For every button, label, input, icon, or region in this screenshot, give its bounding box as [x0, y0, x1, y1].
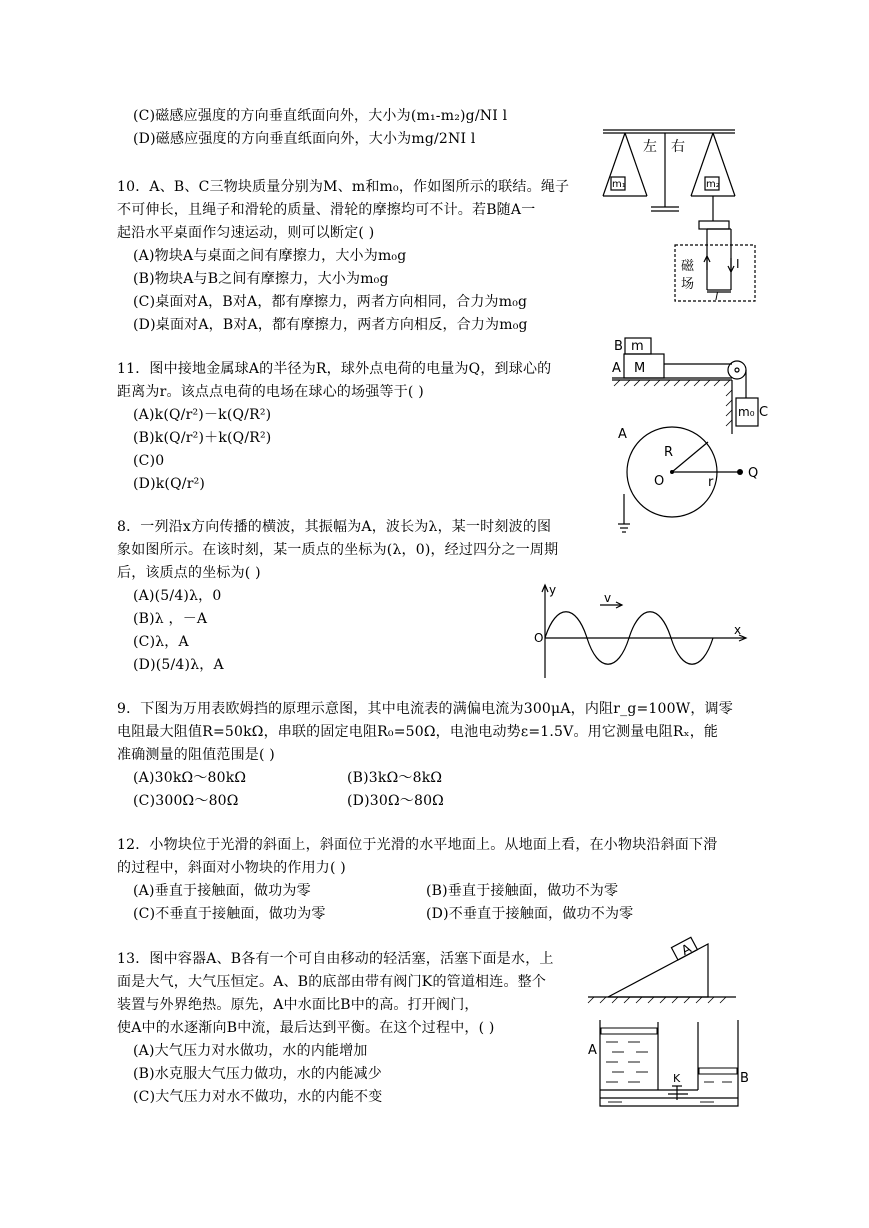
valve-k-label: K	[673, 1072, 681, 1085]
container-b-label: B	[740, 1071, 749, 1086]
q12-option-a: (A)垂直于接触面，做功为零	[133, 883, 311, 899]
q10-option-b: (B)物块A与B之间有摩擦力，大小为m₀g	[133, 271, 389, 287]
q10-option-a: (A)物块A与桌面之间有摩擦力，大小为m₀g	[133, 248, 407, 264]
magnetic-field-label-1: 磁	[681, 259, 695, 274]
q10-option-d: (D)桌面对A，B对A，都有摩擦力，两者方向相反，合力为m₀g	[133, 317, 528, 333]
q8-option-a: (A)(5/4)λ，0	[133, 588, 222, 604]
q8-stem-line1: 8．一列沿x方向传播的横波，其振幅为A，波长为λ，某一时刻波的图	[117, 519, 552, 535]
q13-stem-line1: 13．图中容器A、B各有一个可自由移动的轻活塞，活塞下面是水，上	[117, 951, 554, 967]
q11-option-c: (C)0	[133, 453, 165, 469]
q13-option-b: (B)水克服大气压力做功，水的内能减少	[133, 1066, 383, 1082]
q9-option-b: (B)3kΩ～8kΩ	[347, 770, 443, 786]
q10-option-c: (C)桌面对A，B对A，都有摩擦力，两者方向相同，合力为m₀g	[133, 294, 528, 310]
container-a-label: A	[588, 1043, 597, 1058]
wave-velocity-label: v	[604, 591, 612, 605]
q9-stem-line2: 电阻最大阻值R=50kΩ，串联的固定电阻R₀=50Ω，电池电动势ε=1.5V。用它测量电阻Rₓ，能	[117, 724, 719, 740]
q12-option-b: (B)垂直于接触面，做功不为零	[426, 883, 619, 899]
block-c-label: C	[759, 405, 769, 420]
wave-y-axis-label: y	[549, 583, 557, 597]
q11-stem-line1: 11．图中接地金属球A的半径为R，球外点电荷的电量为Q，到球心的	[117, 361, 552, 377]
q8-option-d: (D)(5/4)λ，A	[133, 657, 224, 673]
q10-stem-line1: 10．A、B、C三物块质量分别为M、m和m₀，作如图所示的联结。绳子	[117, 179, 570, 195]
sphere-center-dot	[670, 470, 674, 474]
q11-option-a: (A)k(Q/r²)－k(Q/R²)	[133, 407, 272, 423]
q8-option-b: (B)λ ，－A	[133, 611, 208, 627]
piston-a	[601, 1028, 657, 1034]
block-b-label: B	[614, 339, 623, 354]
balance-figure	[595, 120, 760, 310]
block-a-mass-label: M	[634, 361, 646, 376]
q13-option-a: (A)大气压力对水做功，水的内能增加	[133, 1043, 368, 1059]
magnetic-field-label-2: 场	[681, 277, 695, 292]
q8-stem-line2: 象如图所示。在该时刻，某一质点的坐标为(λ，0)，经过四分之一周期	[117, 542, 559, 558]
q12-option-c: (C)不垂直于接触面，做功为零	[133, 906, 326, 922]
q9-option-a: (A)30kΩ～80kΩ	[133, 770, 247, 786]
q10-stem-line3: 起沿水平桌面作匀速运动，则可以断定( )	[117, 225, 375, 241]
radius-label: R	[664, 445, 674, 460]
piston-b	[699, 1068, 737, 1074]
current-label: I	[736, 257, 740, 271]
balance-left-label: 左	[643, 139, 657, 155]
center-o-label: O	[654, 474, 665, 489]
q11-option-b: (B)k(Q/r²)＋k(Q/R²)	[133, 430, 272, 446]
balance-right-label: 右	[671, 139, 685, 155]
wave-figure	[528, 580, 758, 680]
q9-stem-line3: 准确测量的阻值范围是( )	[117, 747, 275, 763]
sphere-figure	[612, 422, 772, 540]
q13-stem-line4: 使A中的水逐渐向B中流，最后达到平衡。在这个过程中，( )	[117, 1020, 495, 1036]
length-label: l	[715, 290, 719, 303]
q13-stem-line2: 面是大气，大气压恒定。A、B的底部由带有阀门K的管道相连。整个	[117, 974, 547, 990]
q8-stem-line3: 后，该质点的坐标为( )	[117, 565, 261, 581]
balance-m2-label: m₂	[706, 179, 720, 190]
incline-block-label: A	[679, 941, 695, 959]
q9-option-c: (C)300Ω～80Ω	[133, 793, 239, 809]
incline-figure	[588, 932, 738, 1007]
q10-stem-line2: 不可伸长，且绳子和滑轮的质量、滑轮的摩擦均可不计。若B随A一	[117, 202, 536, 218]
q8-option-c: (C)λ，A	[133, 634, 189, 650]
wave-origin-label: O	[534, 631, 544, 645]
q9-stem-line1: 9．下图为万用表欧姆挡的原理示意图，其中电流表的满偏电流为300μA，内阻r_g=100W，调零	[117, 701, 733, 717]
balance-m1-label: m₁	[612, 179, 626, 190]
block-a-label: A	[612, 361, 621, 376]
q13-option-c: (C)大气压力对水不做功，水的内能不变	[133, 1089, 383, 1105]
container-figure	[588, 1020, 758, 1110]
charge-q-label: Q	[748, 466, 759, 481]
q12-stem-line1: 12．小物块位于光滑的斜面上，斜面位于光滑的水平地面上。从地面上看，在小物块沿斜面下滑	[117, 837, 718, 853]
sphere-a-label: A	[618, 427, 627, 442]
block-b-mass-label: m	[631, 339, 644, 354]
q11-option-d: (D)k(Q/r²)	[133, 476, 206, 492]
point-charge-dot	[737, 469, 743, 475]
q13-stem-line3: 装置与外界绝热。原先，A中水面比B中的高。打开阀门，	[117, 997, 479, 1013]
q12-option-d: (D)不垂直于接触面，做功不为零	[426, 906, 634, 922]
q11-stem-line2: 距离为r。该点点电荷的电场在球心的场强等于( )	[117, 384, 424, 400]
block-c-mass-label: m₀	[738, 405, 755, 419]
q12-stem-line2: 的过程中，斜面对小物块的作用力( )	[117, 860, 346, 876]
q-prev-option-c: (C)磁感应强度的方向垂直纸面向外，大小为(m₁-m₂)g/NI l	[133, 108, 508, 124]
q-prev-option-d: (D)磁感应强度的方向垂直纸面向外，大小为mg/2NI l	[133, 131, 476, 147]
wave-x-axis-label: x	[734, 623, 742, 637]
blocks-pulley-figure	[610, 330, 770, 435]
q9-option-d: (D)30Ω～80Ω	[347, 793, 444, 809]
distance-r-label: r	[708, 475, 714, 490]
